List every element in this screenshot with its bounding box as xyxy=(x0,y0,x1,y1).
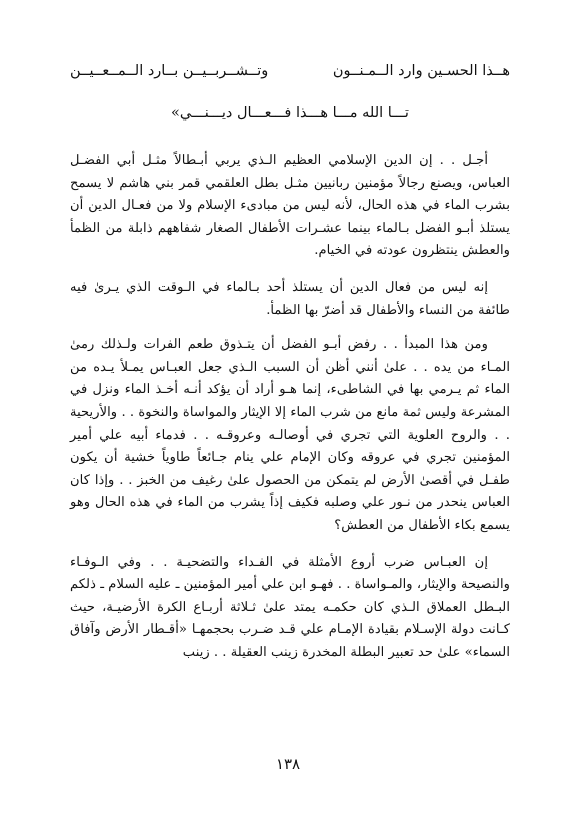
poem-line-2: تـــا الله مـــا هـــذا فـــعـــال ديـــنـــي» xyxy=(171,105,409,121)
body-text xyxy=(70,150,510,678)
poem-hemistich-right: هــذا الحسـين وارد الــمـنــون xyxy=(332,63,510,79)
poem-hemistich-left: وتــشــربــيــن بــارد الــمــعــيــن xyxy=(70,63,269,79)
page-number: ١٣٨ xyxy=(275,755,301,773)
poem-line-1 xyxy=(70,60,510,82)
paragraph-2: إنه ليس من فعال الدين أن يستلذ أحد بـالماء في الـوقت الذي يـرىٰ فيه طائفة من النساء والأطفال قد أضرّ بها الظمأ. xyxy=(70,279,510,318)
paragraph-4: إن العبـاس ضرب أروع الأمثلة في الفـداء والتضحيـة . . وفي الـوفـاء والنصيحة والإيثار، والمـواساة . . فهـو ابن علي أمير المؤمنين ـ عليه السلام ـ ذلكم البـطل العملاق الـذي كان حكمـه يمتد علىٰ ثـلاثة أربـاع الكرة الأرضيـة، حيث كـانت دولة الإسـلام بقيادة الإمـام علي قـد ضـرب بحجمهـا «أقـطار الأرض وآفاق السماء» علىٰ حد تعبير البطلة المخدرة زينب العقيلة . . زينب xyxy=(70,554,510,660)
paragraph-1: أجـل . . إن الدين الإسلامي العظيم الـذي يربي أبـطالاً مثـل أبي الفضـل العباس، ويصنع رجالاً مؤمنين ربانيين مثـل بطل العلقمي قمر بني هاشم لا يسمح بشرب الماء في هذه الحال، لأنه ليس من مبادىء الإسلام ولا من فعـال الدين أن يستلذ أبـو الفضل بـالماء بينما عشـرات الأطفال الصغار شفاههم ذابلة من الظمأ والعطش ينتظرون عودته في الخيام. xyxy=(70,153,510,259)
paragraph-3: ومن هذا المبدأ . . رفض أبـو الفضل أن يتـذوق طعم الفرات ولـذلك رمىٰ المـاء من يده . . علىٰ أنني أظن أن السبب الـذي جعل العبـاس يمـلأ يـده من الماء ثم يـرمي بها في الشاطىء، إنما هـو أراد أن يؤكد أنـه أخـذ الماء ونزل في المشرعة وليس ثمة مانع من شرب الماء إلا الإيثار والمواساة والنخوة . . والأريحية . . والروح العلوية التي تجري في أوصالـه وعروقـه . . فدماء أبيه علي أمير المؤمنين تجري في عروقه وكان الإمام علي ينام جـائعاً طاوياً خشية أن يكون طفـل في أقصىٰ الأرض لم يتمكن من الحصول علىٰ رغيف من الخبز . . وإذا كان العباس ينحدر من نـور علي وصلبه فكيف إذاً يشرب من الماء في هذه الحال وهو يسمع بكاء الأطفال من العطش؟ xyxy=(70,337,510,533)
poem-verse xyxy=(70,60,510,124)
